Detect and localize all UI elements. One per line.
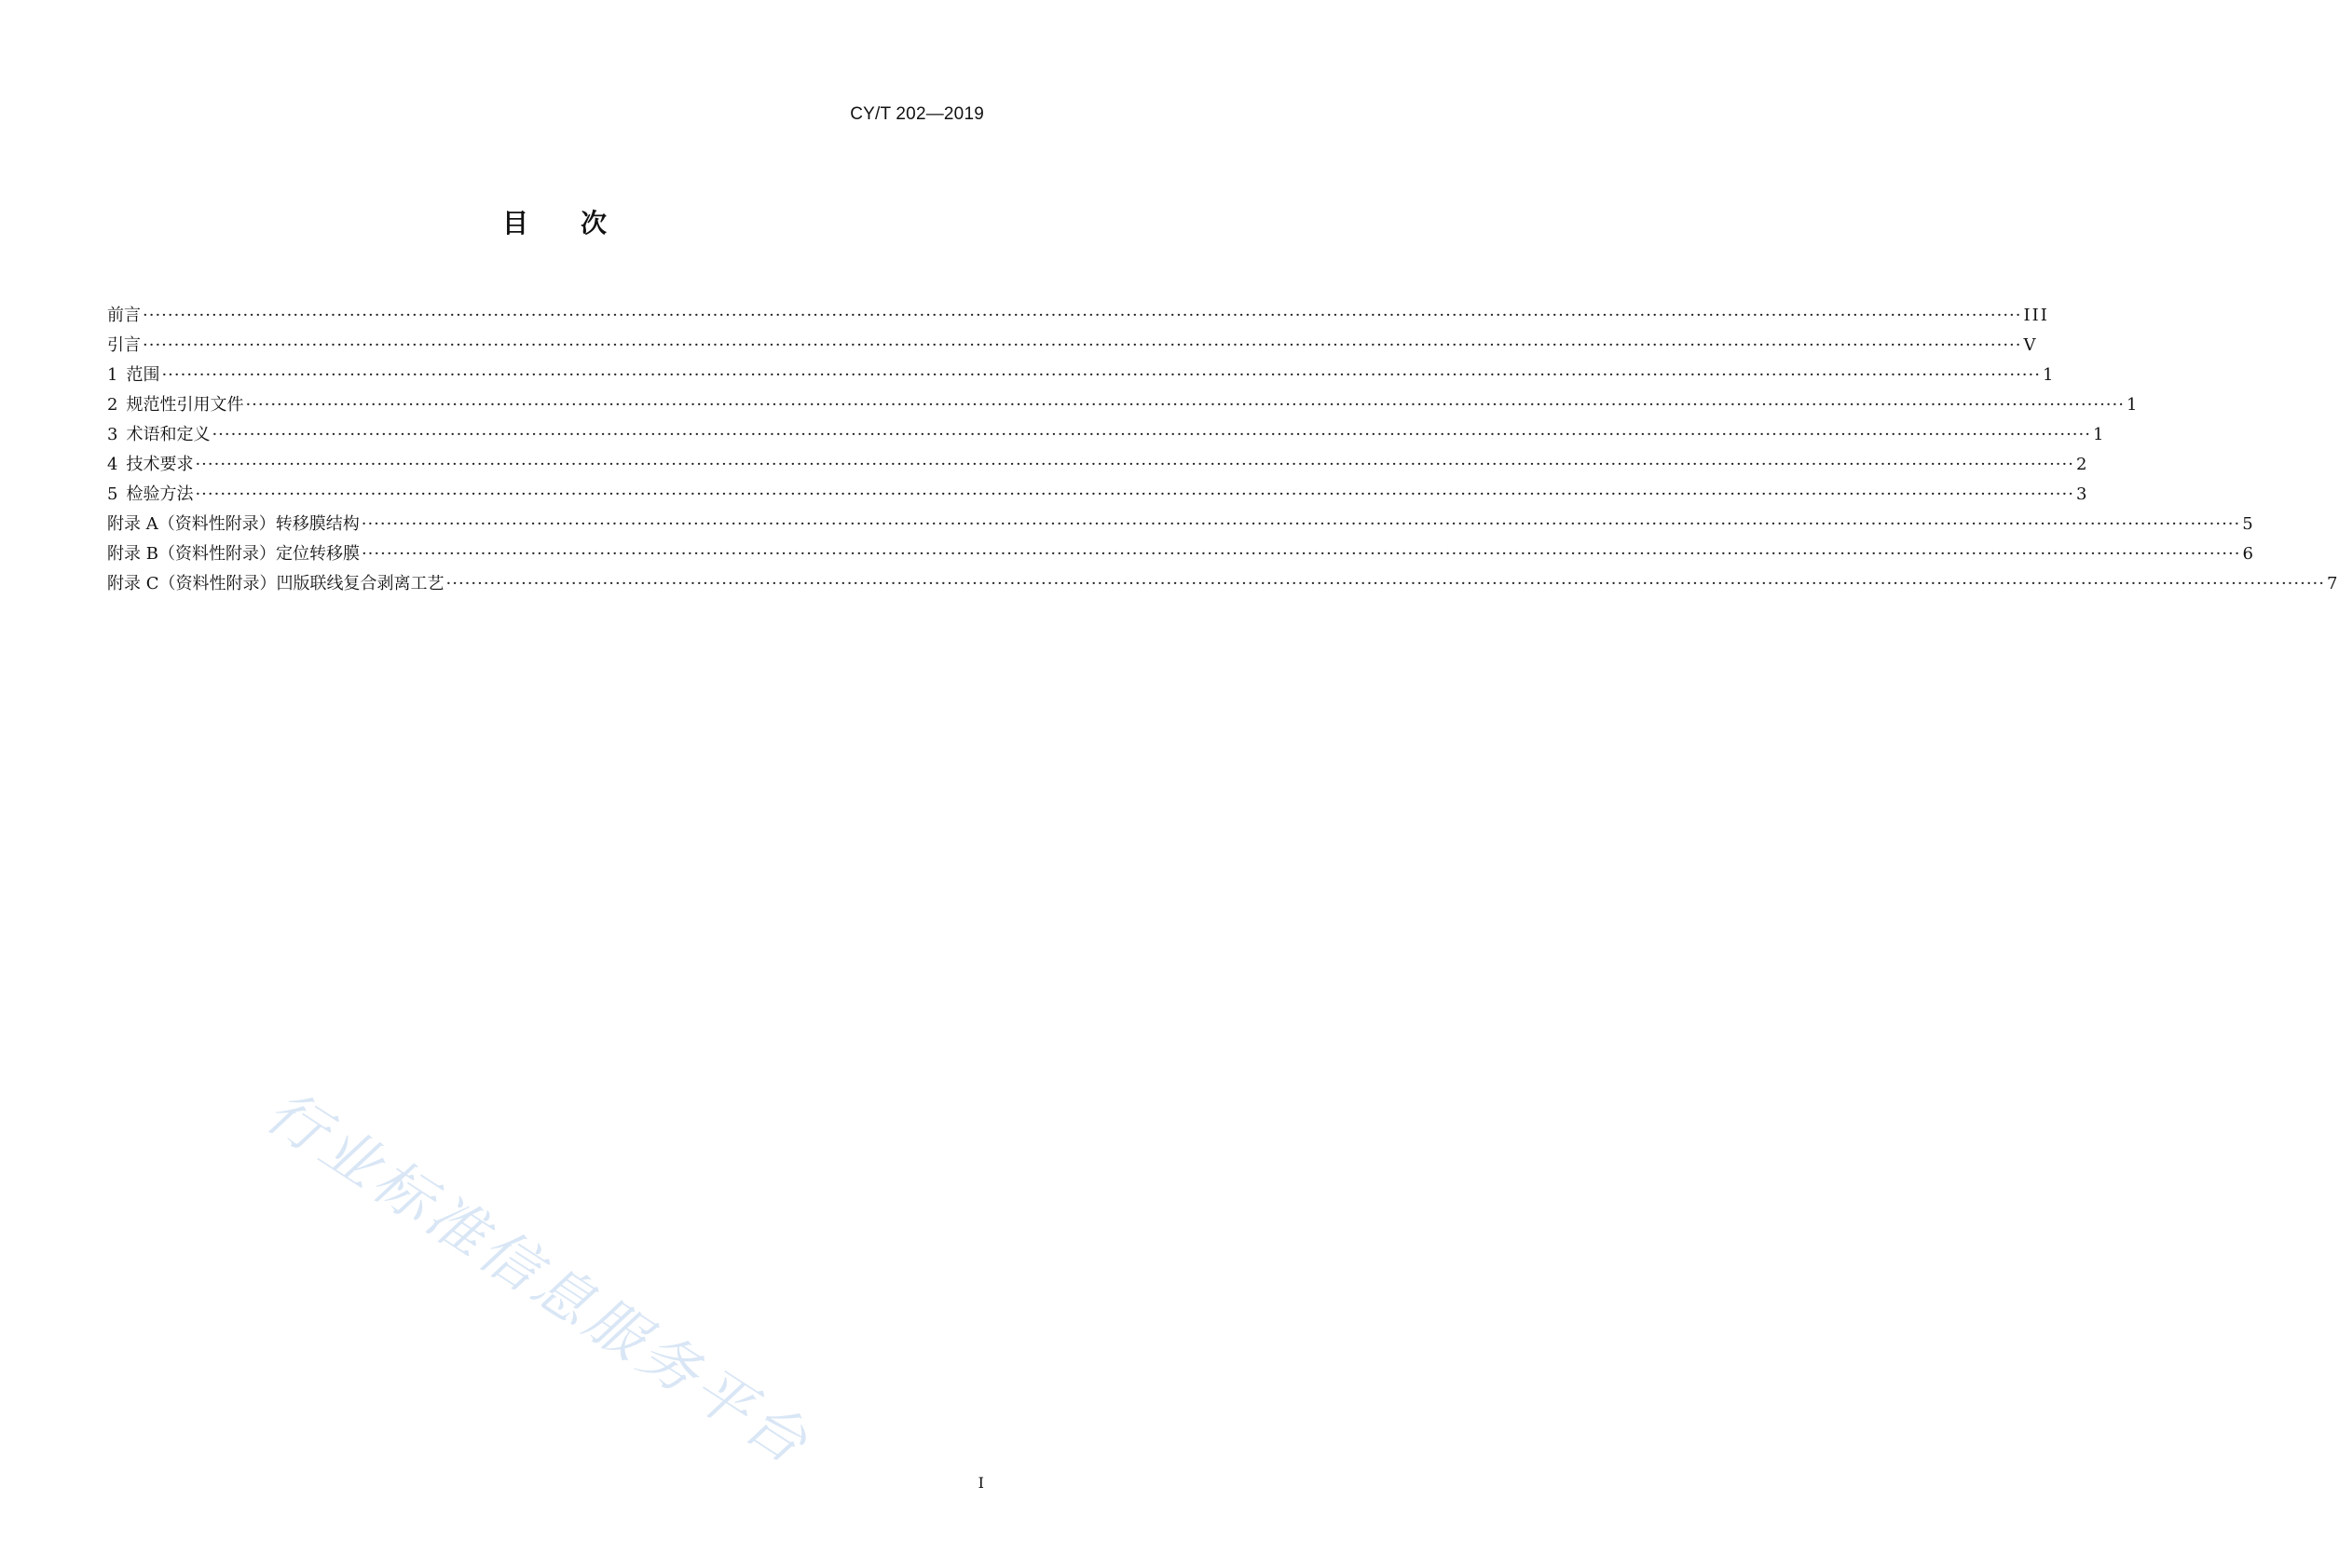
- toc-entry-title: 技术要求: [126, 455, 194, 474]
- toc-entry-page: V: [2023, 335, 2038, 355]
- toc-leader-dots: ············································································································································································································································································································: [245, 395, 2125, 415]
- toc-entry-annex-a[interactable]: [107, 510, 2255, 539]
- toc-entry-title: 附录 C（资料性附录）凹版联线复合剥离工艺: [107, 574, 445, 593]
- toc-entry-title: 附录 B（资料性附录）定位转移膜: [107, 544, 360, 564]
- toc-leader-dots: ············································································································································································································································································································: [143, 335, 2022, 355]
- toc-entry-title: 术语和定义: [126, 425, 211, 444]
- toc-entry-normative-references[interactable]: [107, 390, 2140, 420]
- toc-leader-dots: ············································································································································································································································································································: [143, 306, 2022, 325]
- toc-entry-number: 2: [107, 395, 118, 415]
- toc-leader-dots: ············································································································································································································································································································: [361, 514, 2241, 534]
- toc-entry-number: 1: [107, 365, 118, 385]
- toc-entry-page: 6: [2242, 544, 2255, 564]
- toc-entry-page: 3: [2075, 484, 2089, 504]
- toc-entry-number: 3: [107, 425, 118, 444]
- toc-entry-page: 2: [2075, 455, 2089, 474]
- toc-entry-title: 引言: [107, 335, 141, 355]
- toc-entry-page: 1: [2126, 395, 2140, 415]
- toc-entry-title: 检验方法: [126, 484, 194, 504]
- toc-entry-page: III: [2023, 306, 2049, 325]
- toc-entry-title: 规范性引用文件: [126, 395, 244, 415]
- toc-entry-technical-requirements[interactable]: [107, 450, 2089, 480]
- toc-entry-scope[interactable]: [107, 361, 2056, 390]
- toc-entry-title: 前言: [107, 306, 141, 325]
- standard-code: CY/T 202—2019: [850, 104, 984, 124]
- page-number: I: [978, 1474, 984, 1492]
- toc-leader-dots: ············································································································································································································································································································: [361, 544, 2241, 564]
- toc-entry-annex-b[interactable]: [107, 539, 2255, 569]
- toc-entry-terms-definitions[interactable]: [107, 420, 2106, 450]
- toc-leader-dots: ············································································································································································································································································································: [212, 425, 2091, 444]
- toc-entry-page: 1: [2042, 365, 2056, 385]
- toc-leader-dots: ············································································································································································································································································································: [195, 484, 2074, 504]
- table-of-contents: [107, 301, 2339, 599]
- toc-entry-annex-c[interactable]: [107, 569, 2339, 599]
- toc-leader-dots: ············································································································································································································································································································: [445, 574, 2326, 593]
- toc-entry-page: 5: [2242, 514, 2255, 534]
- toc-entry-title: 范围: [126, 365, 160, 385]
- toc-entry-foreword[interactable]: [107, 301, 2049, 331]
- toc-entry-introduction[interactable]: [107, 331, 2038, 361]
- toc-entry-number: 5: [107, 484, 118, 504]
- toc-entry-title: 附录 A（资料性附录）转移膜结构: [107, 514, 360, 534]
- toc-entry-number: 4: [107, 455, 118, 474]
- toc-entry-test-methods[interactable]: [107, 480, 2089, 510]
- toc-leader-dots: ············································································································································································································································································································: [195, 455, 2074, 474]
- toc-entry-page: 1: [2092, 425, 2106, 444]
- page-title: 目 次: [501, 208, 607, 239]
- toc-entry-page: 7: [2327, 574, 2339, 593]
- toc-leader-dots: ············································································································································································································································································································: [161, 365, 2041, 385]
- watermark: 行业标准信息服务平台: [254, 1076, 824, 1479]
